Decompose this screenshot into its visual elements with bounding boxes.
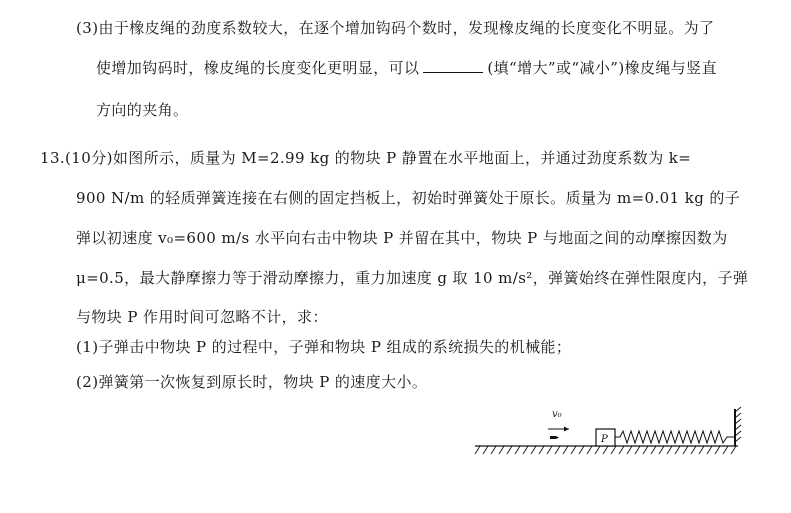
question-3-line-1: (3)由于橡皮绳的劲度系数较大，在逐个增加钩码个数时，发现橡皮绳的长度变化不明显。为了: [76, 19, 715, 37]
problem-13-question-1: (1)子弹击中物块 P 的过程中，子弹和物块 P 组成的系统损失的机械能；: [76, 338, 572, 356]
ground-hatching: [475, 446, 736, 454]
answer-blank[interactable]: [423, 58, 483, 73]
problem-13-question-2: (2)弹簧第一次恢复到原长时，物块 P 的速度大小。: [76, 373, 428, 391]
bullet: [550, 436, 559, 439]
block-p-label: P: [601, 434, 608, 445]
spring: [615, 431, 735, 443]
problem-13-line-3: 弹以初速度 v₀=600 m/s 水平向右击中物块 P 并留在其中，物块 P 与地面之间的动摩擦因数为: [76, 229, 728, 247]
question-3-line-2-text-after: (填“增大”或“减小”)橡皮绳与竖直: [487, 59, 717, 77]
spring-block-diagram: [470, 403, 745, 463]
question-3-line-2-text-before: 使增加钩码时，橡皮绳的长度变化更明显，可以: [96, 59, 420, 77]
problem-13-line-2: 900 N/m 的轻质弹簧连接在右侧的固定挡板上，初始时弹簧处于原长。质量为 m=0.01 kg 的子: [76, 189, 741, 207]
problem-13-line-1: 13.(10分)如图所示，质量为 M=2.99 kg 的物块 P 静置在水平地面上，并通过劲度系数为 k=: [40, 149, 692, 167]
velocity-label: v₀: [552, 409, 562, 420]
problem-13-line-5: 与物块 P 作用时间可忽略不计，求：: [76, 308, 328, 326]
question-3-line-2: [96, 58, 717, 78]
problem-13-line-4: μ=0.5，最大静摩擦力等于滑动摩擦力，重力加速度 g 取 10 m/s²，弹簧始终在弹性限度内，子弹: [76, 269, 749, 287]
velocity-arrowhead: [564, 427, 569, 432]
question-3-line-3: 方向的夹角。: [96, 101, 189, 119]
